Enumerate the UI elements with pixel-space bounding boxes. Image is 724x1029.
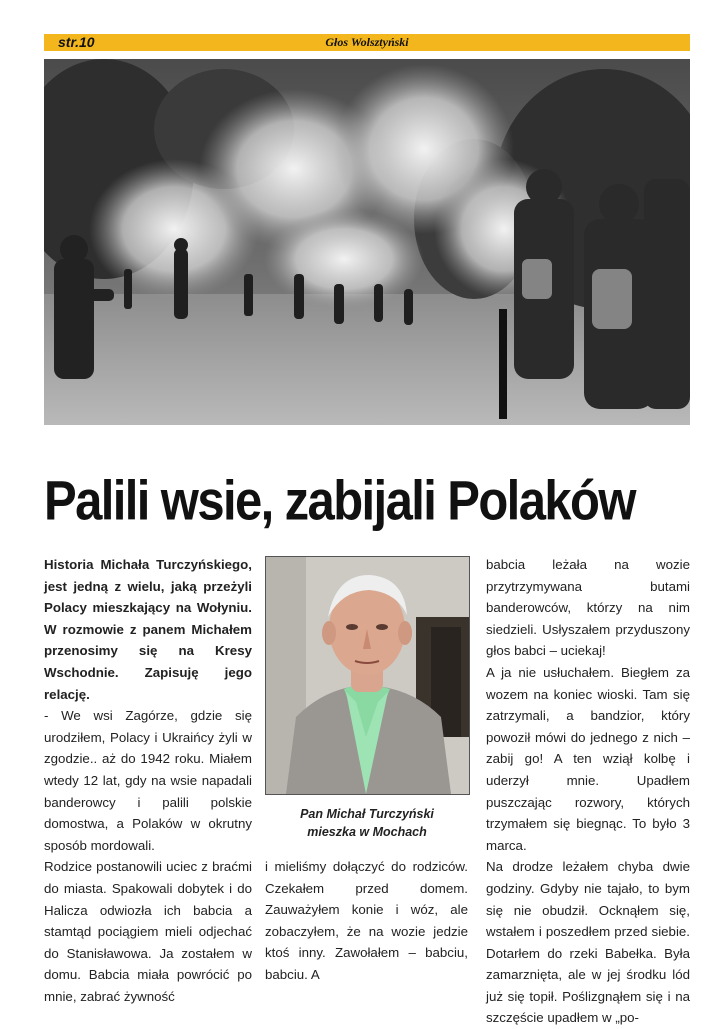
- article-paragraph: i mieliśmy dołączyć do rodziców. Czekałem przed domem. Zauważyłem konie i wóz, ale zobaczyłem, że na wozie jedzie ktoś inny. Zawołałem – babciu, babciu. A: [265, 859, 468, 982]
- header-bar: [44, 34, 690, 51]
- article-column-3: [486, 554, 690, 1029]
- article-paragraph: A ja nie usłuchałem. Biegłem za wozem na koniec wioski. Tam się zatrzymali, a bandzior, który powoził mówi do jednego z nich – zabij go! A ten wziął kolbę i uderzył mnie. Upadłem puszczając rozwory, których trzymałem się biegnąc. To było 3 marca.: [486, 664, 690, 853]
- article-headline: Palili wsie, zabijali Polaków: [44, 470, 635, 533]
- portrait-photo-icon: [266, 557, 469, 794]
- article-column-2: [265, 856, 468, 986]
- caption-line: mieszka w Mochach: [307, 825, 427, 839]
- article-paragraph: Rodzice postanowili uciec z braćmi do miasta. Spakowali dobytek i do Halicza odwiozła ich babcia a stamtąd pociągiem mieli odjechać do Stanisławowa. Ja zostałem w domu. Babcia miała powrócić po mnie, zabrać żywność: [44, 859, 252, 1004]
- article-paragraph: Na drodze leżałem chyba dwie godziny. Gdyby nie tajało, to bym się nie obudził. Ocknąłem się, wstałem i poszedłem przed siebie. Dotarłem do rzeki Babełka. Była zamarznięta, ale w jej środku lód już się topił. Poślizgnąłem się i na szczęście upadłem w „po-: [486, 859, 690, 1026]
- article-paragraph: babcia leżała na wozie przytrzymywana butami banderowców, którzy na nim siedzieli. Usłyszałem przyduszony głos babci – uciekaj!: [486, 557, 690, 659]
- hero-photo: [44, 59, 690, 425]
- photo-caption: [265, 805, 469, 841]
- portrait-photo: [265, 556, 470, 795]
- page-number: str.10: [58, 34, 95, 50]
- newspaper-name: Głos Wolsztyński: [325, 35, 409, 49]
- article-lead: Historia Michała Turczyńskiego, jest jedną z wielu, jaką przeżyli Polacy mieszkający na Wołyniu. W rozmowie z panem Michałem przenosimy się na Kresy Wschodnie. Zapisuję jego relację.: [44, 557, 252, 702]
- article-paragraph: - We wsi Zagórze, gdzie się urodziłem, Polacy i Ukraińcy żyli w zgodzie.. aż do 1942 roku. Miałem wtedy 12 lat, gdy na wsie napadali banderowcy i palili polskie domostwa, a Polaków w okrutny sposób mordowali.: [44, 708, 252, 853]
- article-column-1: [44, 554, 252, 1007]
- burning-village-photo-icon: [44, 59, 690, 425]
- caption-line: Pan Michał Turczyński: [300, 807, 434, 821]
